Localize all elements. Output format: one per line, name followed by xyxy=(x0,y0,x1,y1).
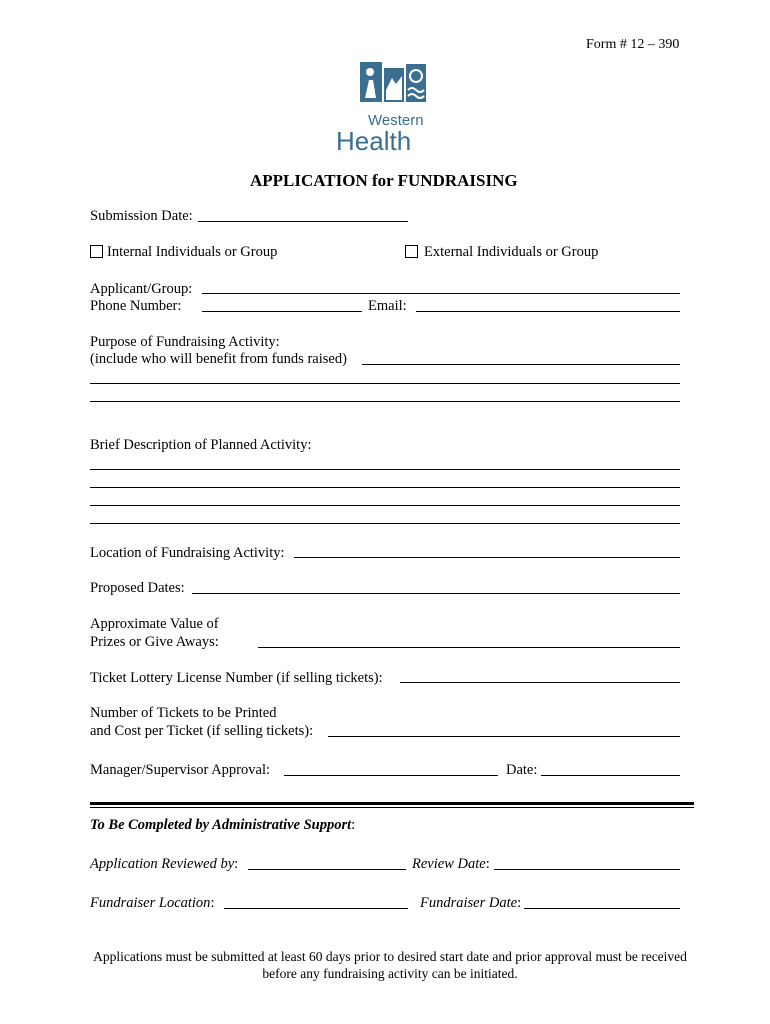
email-field[interactable] xyxy=(416,311,680,312)
fundraiser-location-colon: : xyxy=(210,895,215,911)
applicant-label: Applicant/Group: xyxy=(90,281,193,297)
location-label: Location of Fundraising Activity: xyxy=(90,545,285,561)
description-field-line[interactable] xyxy=(90,487,680,488)
tickets-label-line1: Number of Tickets to be Printed xyxy=(90,705,277,721)
page-title: APPLICATION for FUNDRAISING xyxy=(250,171,518,190)
footer-note: Applications must be submitted at least 60 days prior to desired start date and prior approval must be received before any fundraising activity can be initiated. xyxy=(93,949,687,981)
external-checkbox[interactable] xyxy=(405,245,418,258)
applicant-field[interactable] xyxy=(202,293,680,294)
fundraiser-date-field[interactable] xyxy=(524,908,680,909)
logo-emblem-icon xyxy=(358,60,428,104)
fundraiser-date-label xyxy=(420,896,521,911)
fundraiser-location-text: Fundraiser Location xyxy=(90,895,211,911)
fundraiser-date-text: Fundraiser Date xyxy=(420,895,518,911)
dates-field[interactable] xyxy=(192,593,680,594)
submission-date-field[interactable] xyxy=(198,221,408,222)
logo-org-line1: Western xyxy=(368,112,424,129)
description-label: Brief Description of Planned Activity: xyxy=(90,437,312,453)
approval-date-field[interactable] xyxy=(541,775,680,776)
ticket-license-field[interactable] xyxy=(400,682,680,683)
phone-field[interactable] xyxy=(202,311,362,312)
value-label-line2: Prizes or Give Aways: xyxy=(90,634,219,650)
western-health-logo xyxy=(336,60,448,156)
section-divider-thin xyxy=(90,807,694,808)
internal-checkbox[interactable] xyxy=(90,245,103,258)
fundraiser-date-colon: : xyxy=(517,895,522,911)
section-divider xyxy=(90,802,694,805)
description-field-line[interactable] xyxy=(90,523,680,524)
review-date-field[interactable] xyxy=(494,869,680,870)
description-field-line[interactable] xyxy=(90,469,680,470)
dates-label: Proposed Dates: xyxy=(90,580,185,596)
fundraiser-location-label xyxy=(90,896,214,911)
email-label: Email: xyxy=(368,298,407,314)
tickets-field[interactable] xyxy=(328,736,680,737)
tickets-label-line2: and Cost per Ticket (if selling tickets): xyxy=(90,723,314,739)
form-number: Form # 12 – 390 xyxy=(586,37,680,52)
manager-approval-label: Manager/Supervisor Approval: xyxy=(90,762,271,778)
approval-date-label: Date: xyxy=(506,762,538,778)
review-date-label xyxy=(412,857,490,872)
fundraiser-location-field[interactable] xyxy=(224,908,408,909)
purpose-field-line[interactable] xyxy=(90,383,680,384)
value-label-line1: Approximate Value of xyxy=(90,616,219,632)
purpose-field-line[interactable] xyxy=(90,401,680,402)
location-field[interactable] xyxy=(294,557,680,558)
purpose-label: Purpose of Fundraising Activity: xyxy=(90,334,280,350)
reviewed-by-text: Application Reviewed by xyxy=(90,856,235,872)
reviewed-by-field[interactable] xyxy=(248,869,406,870)
internal-option-label: Internal Individuals or Group xyxy=(107,244,278,260)
review-date-colon: : xyxy=(485,856,490,872)
review-date-text: Review Date xyxy=(412,856,486,872)
purpose-sublabel: (include who will benefit from funds raised) xyxy=(90,351,347,367)
manager-approval-field[interactable] xyxy=(284,775,498,776)
description-field-line[interactable] xyxy=(90,505,680,506)
external-option-label: External Individuals or Group xyxy=(424,244,599,260)
reviewed-by-colon: : xyxy=(234,856,239,872)
ticket-license-label: Ticket Lottery License Number (if selling tickets): xyxy=(90,670,383,686)
logo-org-line2: Health xyxy=(336,126,412,156)
purpose-field-line[interactable] xyxy=(362,364,680,365)
admin-heading-text: To Be Completed by Administrative Support xyxy=(90,817,352,833)
submission-date-label: Submission Date: xyxy=(90,208,193,224)
reviewed-by-label xyxy=(90,857,238,872)
value-field[interactable] xyxy=(258,647,680,648)
phone-label: Phone Number: xyxy=(90,298,182,314)
admin-heading-colon: : xyxy=(351,817,356,833)
admin-heading xyxy=(90,818,355,833)
